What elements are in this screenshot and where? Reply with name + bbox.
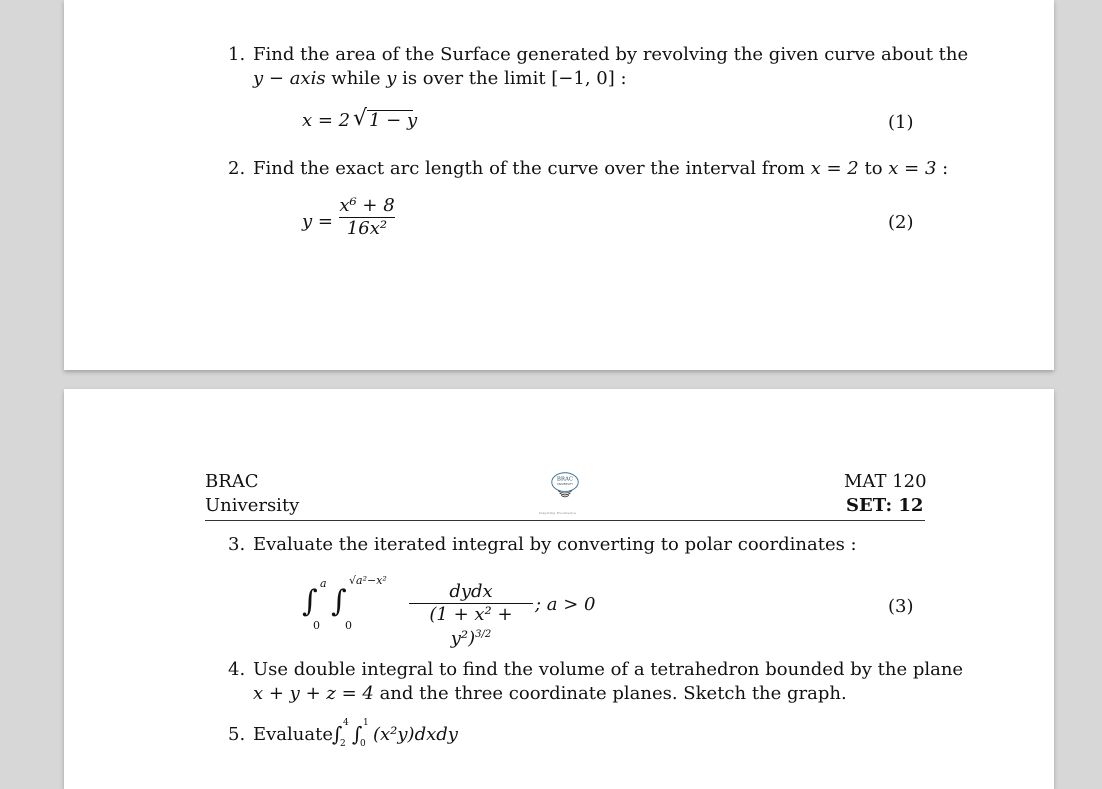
q3-text: Evaluate the iterated integral by converting to polar coordinates : — [253, 534, 857, 555]
q5-integrand: (x²y)dxdy — [373, 724, 458, 745]
q3-numerator: dydx — [449, 581, 493, 602]
q4-line2: x + y + z = 4 and the three coordinate planes. Sketch the graph. — [253, 683, 847, 704]
q1-sqrt-sign: √ — [353, 106, 368, 131]
q5-int1-upper: 4 — [343, 718, 349, 728]
q5-int2-upper: 1 — [363, 718, 369, 728]
q2-text: Find the exact arc length of the curve over the interval from x = 2 to x = 3 : — [253, 158, 949, 179]
q1-line2: y − axis while y is over the limit [−1, 0] : — [253, 68, 627, 89]
q4-line1: Use double integral to find the volume of a tetrahedron bounded by the plane — [253, 659, 964, 680]
q3-outer-upper: a — [320, 577, 327, 590]
q3-outer-integral: ∫ — [302, 584, 318, 619]
logo-tagline: Inspiring Excellence — [539, 511, 577, 515]
q2-number: 2. — [228, 158, 246, 179]
q5-int1-lower: 2 — [340, 739, 346, 749]
q2-numerator: x⁶ + 8 — [339, 195, 395, 216]
university-line1: BRAC — [205, 471, 259, 492]
q3-inner-upper: √a²−x² — [349, 574, 387, 587]
q2-equation-number: (2) — [888, 212, 914, 233]
q5-number: 5. — [228, 724, 246, 745]
q5-text: Evaluate — [253, 724, 334, 745]
q3-outer-lower: 0 — [313, 619, 320, 632]
header-rule — [205, 520, 925, 521]
q1-equation-lhs: x = 2 — [302, 110, 351, 131]
q2-fraction — [339, 196, 395, 239]
page-2 — [64, 389, 1054, 789]
course-code: MAT 120 — [844, 471, 927, 492]
q2-equation-lhs: y = — [302, 211, 333, 232]
q3-denominator: $(1 + x^2 + y^2)^{3/2}$ — [429, 604, 513, 649]
q3-inner-integral: ∫ — [331, 584, 347, 619]
q5-integral-1: ∫ — [332, 722, 343, 746]
q5-int2-lower: 0 — [360, 739, 366, 749]
q3-fraction — [409, 582, 533, 649]
q4-number: 4. — [228, 659, 246, 680]
q1-line1: Find the area of the Surface generated by revolving the given curve about the — [253, 44, 969, 65]
q3-condition: ; a > 0 — [535, 594, 596, 615]
q1-sqrt-content: 1 − y — [369, 110, 418, 131]
q3-number: 3. — [228, 534, 246, 555]
svg-text:BRAC: BRAC — [556, 476, 574, 483]
svg-text:UNIVERSITY: UNIVERSITY — [556, 482, 574, 487]
q1-number: 1. — [228, 44, 246, 65]
q3-inner-lower: 0 — [345, 619, 352, 632]
q3-equation-number: (3) — [888, 596, 914, 617]
brac-university-logo — [546, 472, 584, 500]
q5-integral-2: ∫ — [352, 722, 363, 746]
q2-denominator: 16x² — [346, 218, 388, 239]
page-1 — [64, 0, 1054, 370]
set-label: SET: 12 — [846, 495, 924, 516]
q1-equation-number: (1) — [888, 112, 914, 133]
university-line2: University — [205, 495, 300, 516]
